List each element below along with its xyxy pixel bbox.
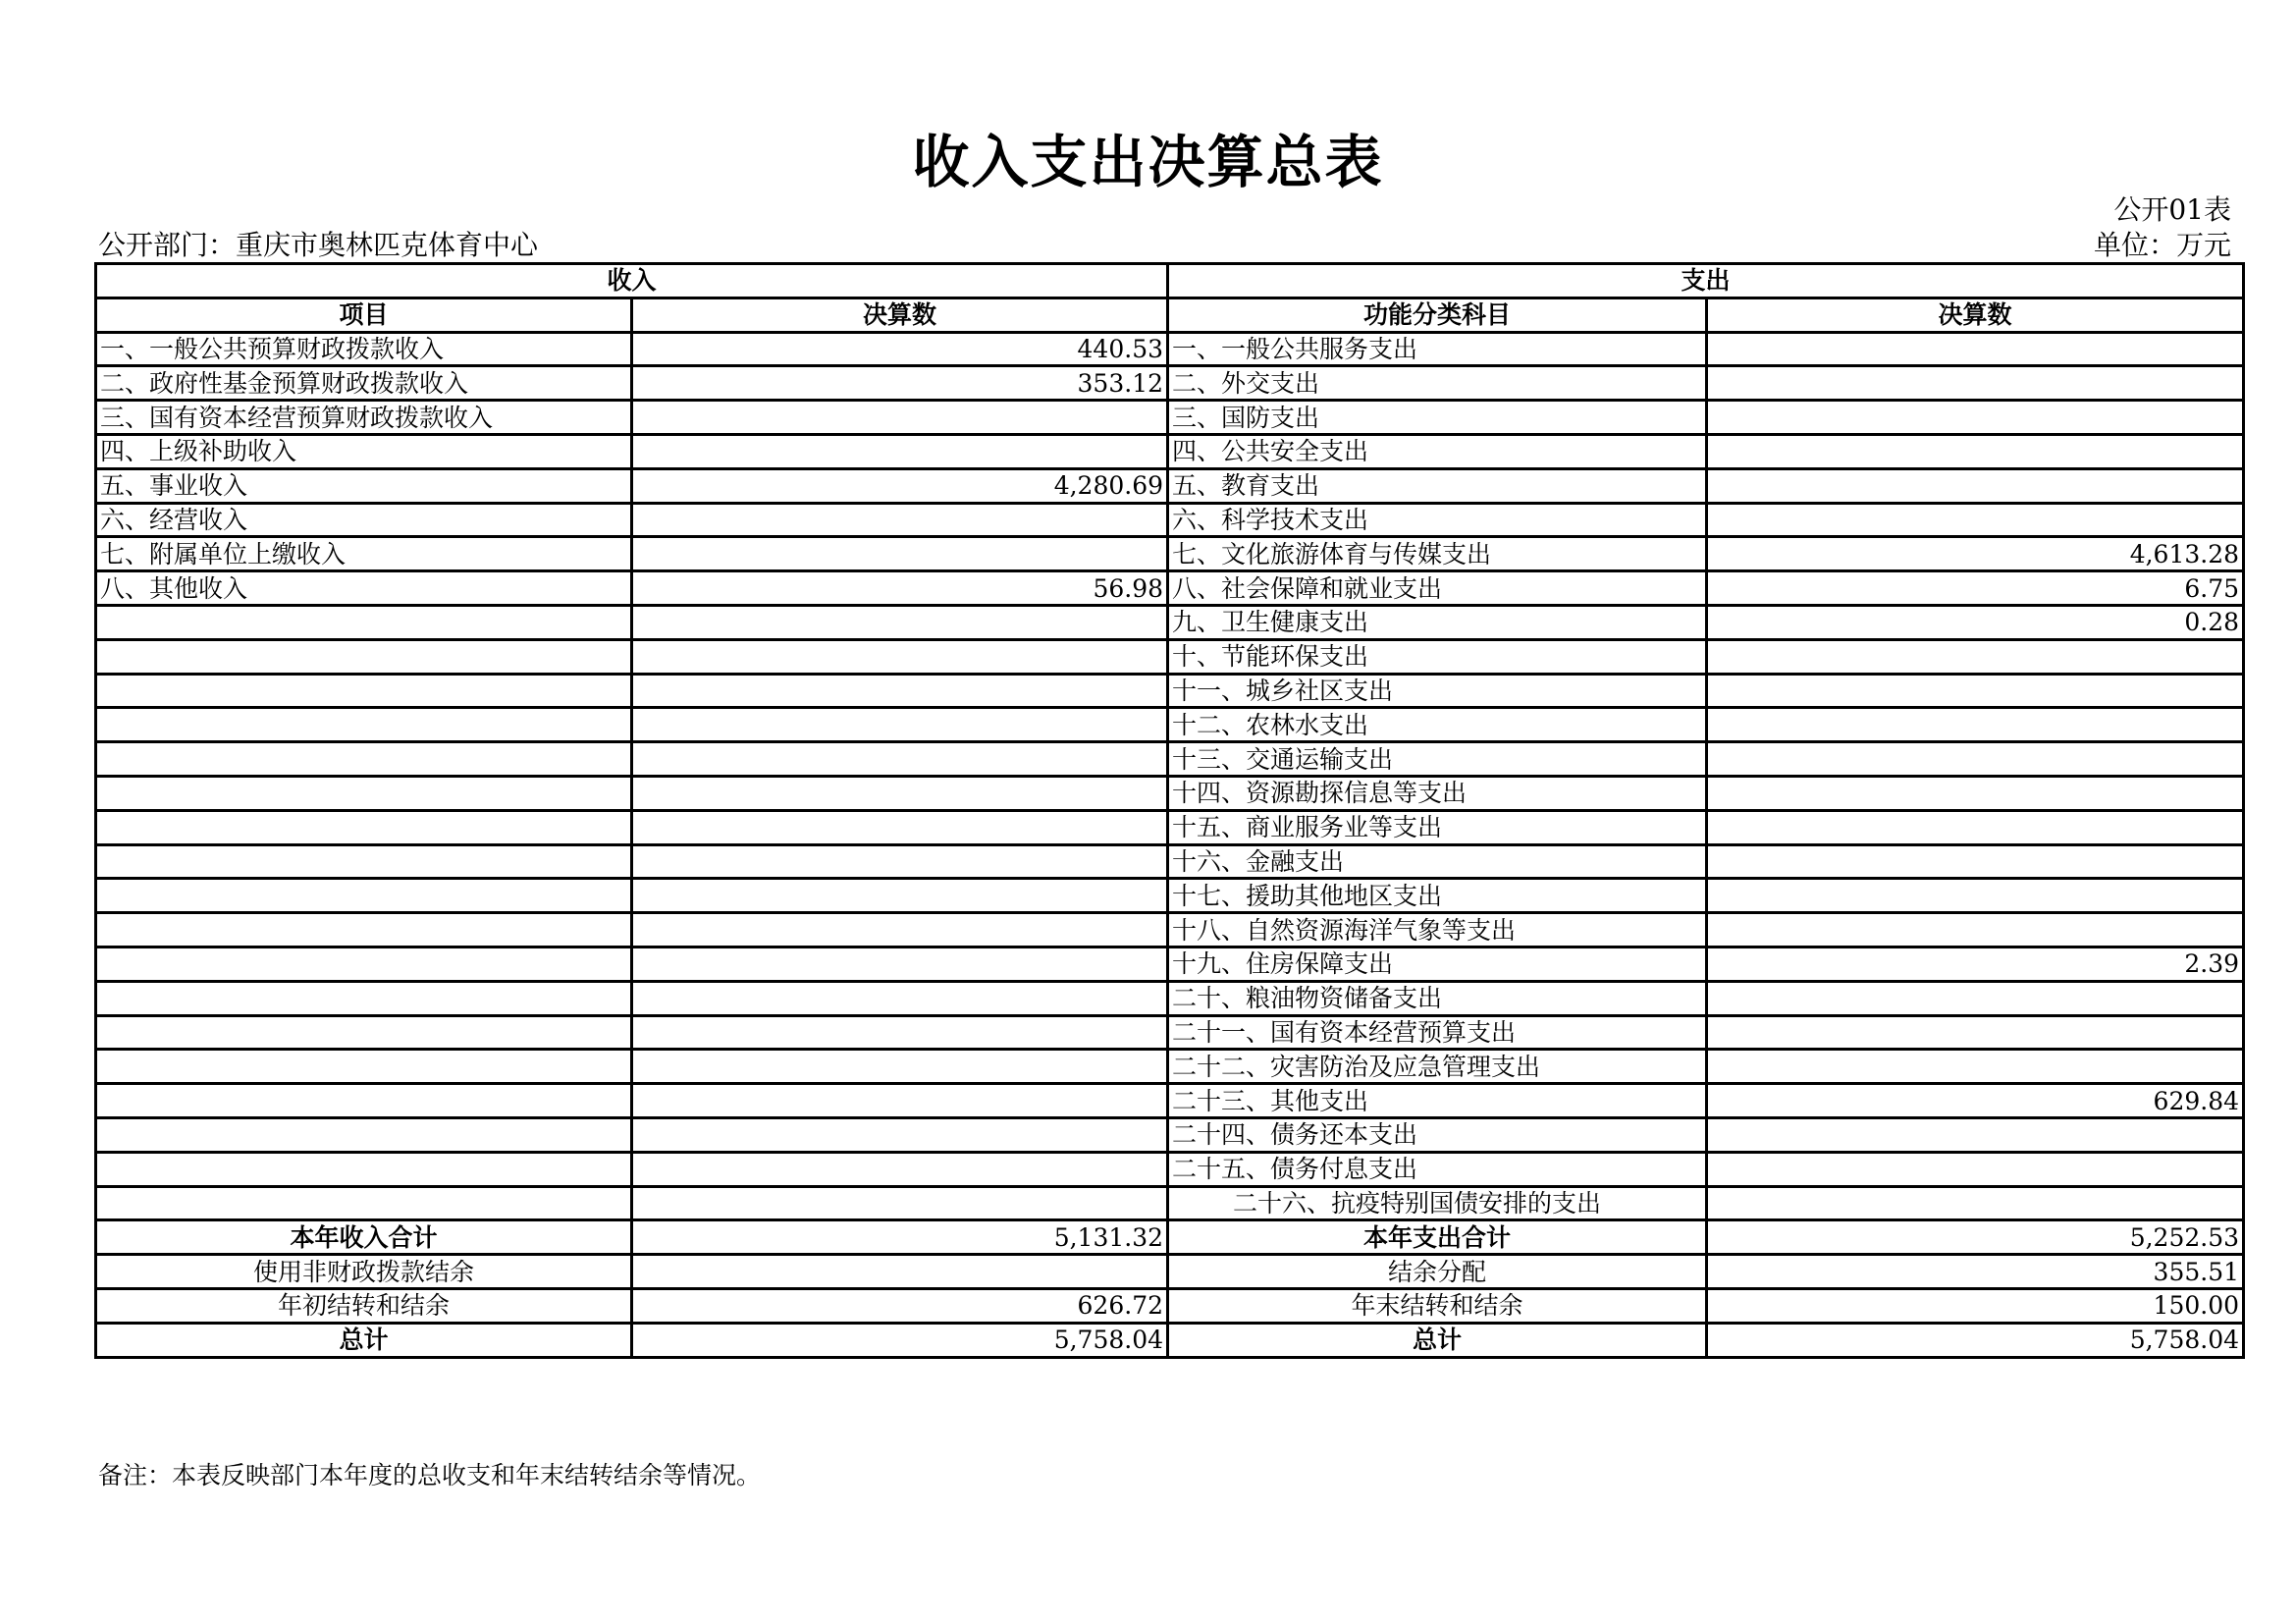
expense-item-cell: 二十、粮油物资储备支出 bbox=[1168, 981, 1707, 1015]
income-amount-cell bbox=[632, 810, 1168, 844]
table-body bbox=[96, 332, 2244, 1357]
expense-amount-cell bbox=[1707, 468, 2244, 503]
expense-item-cell: 十七、援助其他地区支出 bbox=[1168, 879, 1707, 913]
expense-item-cell: 十、节能环保支出 bbox=[1168, 639, 1707, 674]
expense-item-cell: 三、国防支出 bbox=[1168, 401, 1707, 435]
expense-item-cell: 十九、住房保障支出 bbox=[1168, 947, 1707, 981]
income-item-cell bbox=[96, 1152, 632, 1186]
income-amount-cell bbox=[632, 1186, 1168, 1220]
expense-amount-cell bbox=[1707, 1186, 2244, 1220]
summary-income-amount: 5,758.04 bbox=[632, 1323, 1168, 1357]
footnote: 备注：本表反映部门本年度的总收支和年末结转结余等情况。 bbox=[98, 1461, 762, 1489]
expense-amount-cell bbox=[1707, 913, 2244, 947]
column-header-row bbox=[96, 298, 2244, 332]
expense-amount-cell bbox=[1707, 639, 2244, 674]
expense-item-cell: 二十六、抗疫特别国债安排的支出 bbox=[1168, 1186, 1707, 1220]
table-row bbox=[96, 401, 2244, 435]
income-item-cell bbox=[96, 605, 632, 639]
income-amount-cell bbox=[632, 639, 1168, 674]
expense-amount-cell bbox=[1707, 503, 2244, 537]
expense-item-cell: 十四、资源勘探信息等支出 bbox=[1168, 776, 1707, 810]
expense-amount-cell bbox=[1707, 981, 2244, 1015]
income-item-cell: 一、一般公共预算财政拨款收入 bbox=[96, 332, 632, 366]
summary-income-label: 总计 bbox=[96, 1323, 632, 1357]
expense-amount-cell: 4,613.28 bbox=[1707, 537, 2244, 571]
income-item-cell bbox=[96, 742, 632, 777]
income-item-cell: 三、国有资本经营预算财政拨款收入 bbox=[96, 401, 632, 435]
department-label: 公开部门：重庆市奥林匹克体育中心 bbox=[98, 229, 539, 261]
expense-item-cell: 十一、城乡社区支出 bbox=[1168, 674, 1707, 708]
expense-item-cell: 八、社会保障和就业支出 bbox=[1168, 571, 1707, 606]
income-item-cell: 二、政府性基金预算财政拨款收入 bbox=[96, 366, 632, 401]
table-row bbox=[96, 708, 2244, 742]
summary-income-amount: 5,131.32 bbox=[632, 1220, 1168, 1255]
table-row bbox=[96, 674, 2244, 708]
expense-item-cell: 四、公共安全支出 bbox=[1168, 434, 1707, 468]
expense-item-cell: 十六、金融支出 bbox=[1168, 844, 1707, 879]
expense-amount-cell bbox=[1707, 742, 2244, 777]
income-amount-cell bbox=[632, 981, 1168, 1015]
summary-row bbox=[96, 1288, 2244, 1323]
table-row bbox=[96, 1152, 2244, 1186]
income-item-cell: 四、上级补助收入 bbox=[96, 434, 632, 468]
expense-item-cell: 二十二、灾害防治及应急管理支出 bbox=[1168, 1050, 1707, 1084]
summary-row bbox=[96, 1323, 2244, 1357]
form-number: 公开01表 bbox=[2113, 193, 2231, 226]
expense-amount-cell bbox=[1707, 776, 2244, 810]
expense-amount-cell bbox=[1707, 434, 2244, 468]
expense-amount-cell: 0.28 bbox=[1707, 605, 2244, 639]
income-item-cell: 七、附属单位上缴收入 bbox=[96, 537, 632, 571]
income-amount-cell bbox=[632, 879, 1168, 913]
expense-amount-cell bbox=[1707, 366, 2244, 401]
income-item-cell bbox=[96, 708, 632, 742]
summary-expense-amount: 5,252.53 bbox=[1707, 1220, 2244, 1255]
income-item-cell bbox=[96, 844, 632, 879]
expense-item-cell: 五、教育支出 bbox=[1168, 468, 1707, 503]
income-item-cell: 六、经营收入 bbox=[96, 503, 632, 537]
table-row bbox=[96, 1050, 2244, 1084]
summary-expense-label: 总计 bbox=[1168, 1323, 1707, 1357]
expense-section-header: 支出 bbox=[1168, 264, 2244, 298]
summary-expense-label: 年末结转和结余 bbox=[1168, 1288, 1707, 1323]
income-amount-cell bbox=[632, 947, 1168, 981]
income-item-cell bbox=[96, 1084, 632, 1118]
summary-income-amount: 626.72 bbox=[632, 1288, 1168, 1323]
table-row bbox=[96, 503, 2244, 537]
income-expense-table bbox=[94, 262, 2245, 1359]
income-amount-cell bbox=[632, 1152, 1168, 1186]
table-row bbox=[96, 537, 2244, 571]
income-amount-cell bbox=[632, 913, 1168, 947]
expense-item-cell: 十三、交通运输支出 bbox=[1168, 742, 1707, 777]
table-row bbox=[96, 810, 2244, 844]
summary-expense-amount: 5,758.04 bbox=[1707, 1323, 2244, 1357]
summary-income-label: 使用非财政拨款结余 bbox=[96, 1255, 632, 1289]
income-item-cell bbox=[96, 1050, 632, 1084]
expense-amount-cell: 2.39 bbox=[1707, 947, 2244, 981]
table-row bbox=[96, 1015, 2244, 1050]
expense-amount-cell bbox=[1707, 401, 2244, 435]
income-amount-cell bbox=[632, 605, 1168, 639]
income-item-cell: 八、其他收入 bbox=[96, 571, 632, 606]
expense-item-cell: 九、卫生健康支出 bbox=[1168, 605, 1707, 639]
table-row bbox=[96, 639, 2244, 674]
table-row bbox=[96, 366, 2244, 401]
income-item-cell bbox=[96, 1117, 632, 1152]
expense-amount-cell bbox=[1707, 844, 2244, 879]
income-amount-cell: 4,280.69 bbox=[632, 468, 1168, 503]
summary-income-amount bbox=[632, 1255, 1168, 1289]
table-row bbox=[96, 332, 2244, 366]
income-item-cell bbox=[96, 981, 632, 1015]
income-amount-cell bbox=[632, 434, 1168, 468]
income-amount-cell bbox=[632, 1117, 1168, 1152]
expense-amount-cell bbox=[1707, 1050, 2244, 1084]
income-amount-cell: 353.12 bbox=[632, 366, 1168, 401]
expense-amount-cell bbox=[1707, 1015, 2244, 1050]
expense-amount-cell bbox=[1707, 332, 2244, 366]
summary-expense-amount: 355.51 bbox=[1707, 1255, 2244, 1289]
income-amount-header: 决算数 bbox=[632, 298, 1168, 332]
expense-item-cell: 十五、商业服务业等支出 bbox=[1168, 810, 1707, 844]
income-amount-cell bbox=[632, 742, 1168, 777]
income-item-cell bbox=[96, 1186, 632, 1220]
summary-expense-label: 结余分配 bbox=[1168, 1255, 1707, 1289]
income-amount-cell: 440.53 bbox=[632, 332, 1168, 366]
income-amount-cell bbox=[632, 537, 1168, 571]
summary-expense-label: 本年支出合计 bbox=[1168, 1220, 1707, 1255]
income-amount-cell: 56.98 bbox=[632, 571, 1168, 606]
expense-amount-cell bbox=[1707, 674, 2244, 708]
income-item-header: 项目 bbox=[96, 298, 632, 332]
summary-income-label: 本年收入合计 bbox=[96, 1220, 632, 1255]
expense-item-cell: 六、科学技术支出 bbox=[1168, 503, 1707, 537]
income-item-cell bbox=[96, 639, 632, 674]
expense-amount-cell bbox=[1707, 879, 2244, 913]
expense-amount-cell bbox=[1707, 810, 2244, 844]
table-row bbox=[96, 1186, 2244, 1220]
income-item-cell bbox=[96, 947, 632, 981]
income-item-cell bbox=[96, 913, 632, 947]
expense-item-cell: 二十一、国有资本经营预算支出 bbox=[1168, 1015, 1707, 1050]
income-amount-cell bbox=[632, 401, 1168, 435]
table-row bbox=[96, 468, 2244, 503]
table-row bbox=[96, 776, 2244, 810]
expense-item-cell: 二十四、债务还本支出 bbox=[1168, 1117, 1707, 1152]
table-row bbox=[96, 879, 2244, 913]
income-section-header: 收入 bbox=[96, 264, 1168, 298]
income-item-cell bbox=[96, 1015, 632, 1050]
expense-item-header: 功能分类科目 bbox=[1168, 298, 1707, 332]
table-row bbox=[96, 742, 2244, 777]
table-row bbox=[96, 571, 2244, 606]
summary-row bbox=[96, 1255, 2244, 1289]
expense-amount-cell bbox=[1707, 708, 2244, 742]
expense-amount-header: 决算数 bbox=[1707, 298, 2244, 332]
income-amount-cell bbox=[632, 1050, 1168, 1084]
income-item-cell bbox=[96, 674, 632, 708]
table-row bbox=[96, 1084, 2244, 1118]
expense-item-cell: 七、文化旅游体育与传媒支出 bbox=[1168, 537, 1707, 571]
expense-item-cell: 十二、农林水支出 bbox=[1168, 708, 1707, 742]
expense-item-cell: 十八、自然资源海洋气象等支出 bbox=[1168, 913, 1707, 947]
income-amount-cell bbox=[632, 844, 1168, 879]
summary-row bbox=[96, 1220, 2244, 1255]
summary-expense-amount: 150.00 bbox=[1707, 1288, 2244, 1323]
income-amount-cell bbox=[632, 708, 1168, 742]
summary-income-label: 年初结转和结余 bbox=[96, 1288, 632, 1323]
income-item-cell bbox=[96, 879, 632, 913]
expense-amount-cell bbox=[1707, 1152, 2244, 1186]
section-header-row bbox=[96, 264, 2244, 298]
expense-item-cell: 一、一般公共服务支出 bbox=[1168, 332, 1707, 366]
income-amount-cell bbox=[632, 1084, 1168, 1118]
table-row bbox=[96, 947, 2244, 981]
expense-amount-cell: 629.84 bbox=[1707, 1084, 2244, 1118]
income-amount-cell bbox=[632, 776, 1168, 810]
income-item-cell bbox=[96, 776, 632, 810]
income-item-cell bbox=[96, 810, 632, 844]
table-row bbox=[96, 605, 2244, 639]
income-amount-cell bbox=[632, 1015, 1168, 1050]
expense-item-cell: 二十五、债务付息支出 bbox=[1168, 1152, 1707, 1186]
unit-label: 单位：万元 bbox=[2093, 229, 2231, 261]
expense-amount-cell bbox=[1707, 1117, 2244, 1152]
table-row bbox=[96, 1117, 2244, 1152]
table-row bbox=[96, 844, 2244, 879]
expense-item-cell: 二、外交支出 bbox=[1168, 366, 1707, 401]
income-amount-cell bbox=[632, 674, 1168, 708]
table-row bbox=[96, 434, 2244, 468]
expense-item-cell: 二十三、其他支出 bbox=[1168, 1084, 1707, 1118]
income-amount-cell bbox=[632, 503, 1168, 537]
table-row bbox=[96, 981, 2244, 1015]
table-row bbox=[96, 913, 2244, 947]
page-title: 收入支出决算总表 bbox=[912, 129, 1384, 195]
expense-amount-cell: 6.75 bbox=[1707, 571, 2244, 606]
income-item-cell: 五、事业收入 bbox=[96, 468, 632, 503]
